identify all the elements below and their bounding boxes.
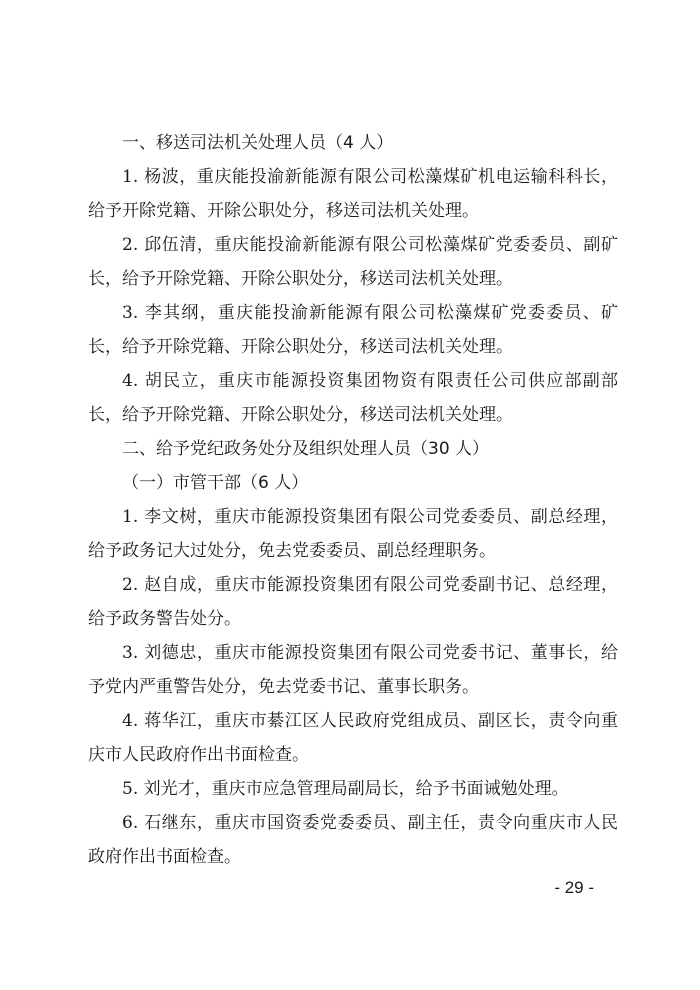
list-item: 3. 刘德忠，重庆市能源投资集团有限公司党委书记、董事长，给予党内严重警告处分，免去党委书记、董事长职务。 — [88, 643, 618, 697]
document-body — [88, 126, 618, 874]
list-item: 3. 李其纲，重庆能投渝新能源有限公司松藻煤矿党委委员、矿长，给予开除党籍、开除公职处分，移送司法机关处理。 — [88, 303, 618, 357]
list-item: 5. 刘光才，重庆市应急管理局副局长，给予书面诫勉处理。 — [122, 779, 569, 799]
section-1-heading: 一、移送司法机关处理人员（4 人） — [122, 133, 394, 153]
list-item: 4. 蒋华江，重庆市綦江区人民政府党组成员、副区长，责令向重庆市人民政府作出书面检查。 — [88, 711, 618, 765]
list-item: 1. 杨波，重庆能投渝新能源有限公司松藻煤矿机电运输科科长，给予开除党籍、开除公职处分，移送司法机关处理。 — [88, 167, 618, 221]
list-item: 2. 赵自成，重庆市能源投资集团有限公司党委副书记、总经理，给予政务警告处分。 — [88, 575, 618, 629]
list-item: 1. 李文树，重庆市能源投资集团有限公司党委委员、副总经理，给予政务记大过处分，免去党委委员、副总经理职务。 — [88, 507, 618, 561]
page-number: - 29 - — [554, 878, 594, 897]
section-2-subheading: （一）市管干部（6 人） — [122, 473, 309, 493]
list-item: 6. 石继东，重庆市国资委党委委员、副主任，责令向重庆市人民政府作出书面检查。 — [88, 813, 618, 867]
list-item: 2. 邱伍清，重庆能投渝新能源有限公司松藻煤矿党委委员、副矿长，给予开除党籍、开除公职处分，移送司法机关处理。 — [88, 235, 618, 289]
section-2-heading: 二、给予党纪政务处分及组织处理人员（30 人） — [122, 439, 490, 459]
list-item: 4. 胡民立，重庆市能源投资集团物资有限责任公司供应部副部长，给予开除党籍、开除公职处分，移送司法机关处理。 — [88, 371, 618, 425]
